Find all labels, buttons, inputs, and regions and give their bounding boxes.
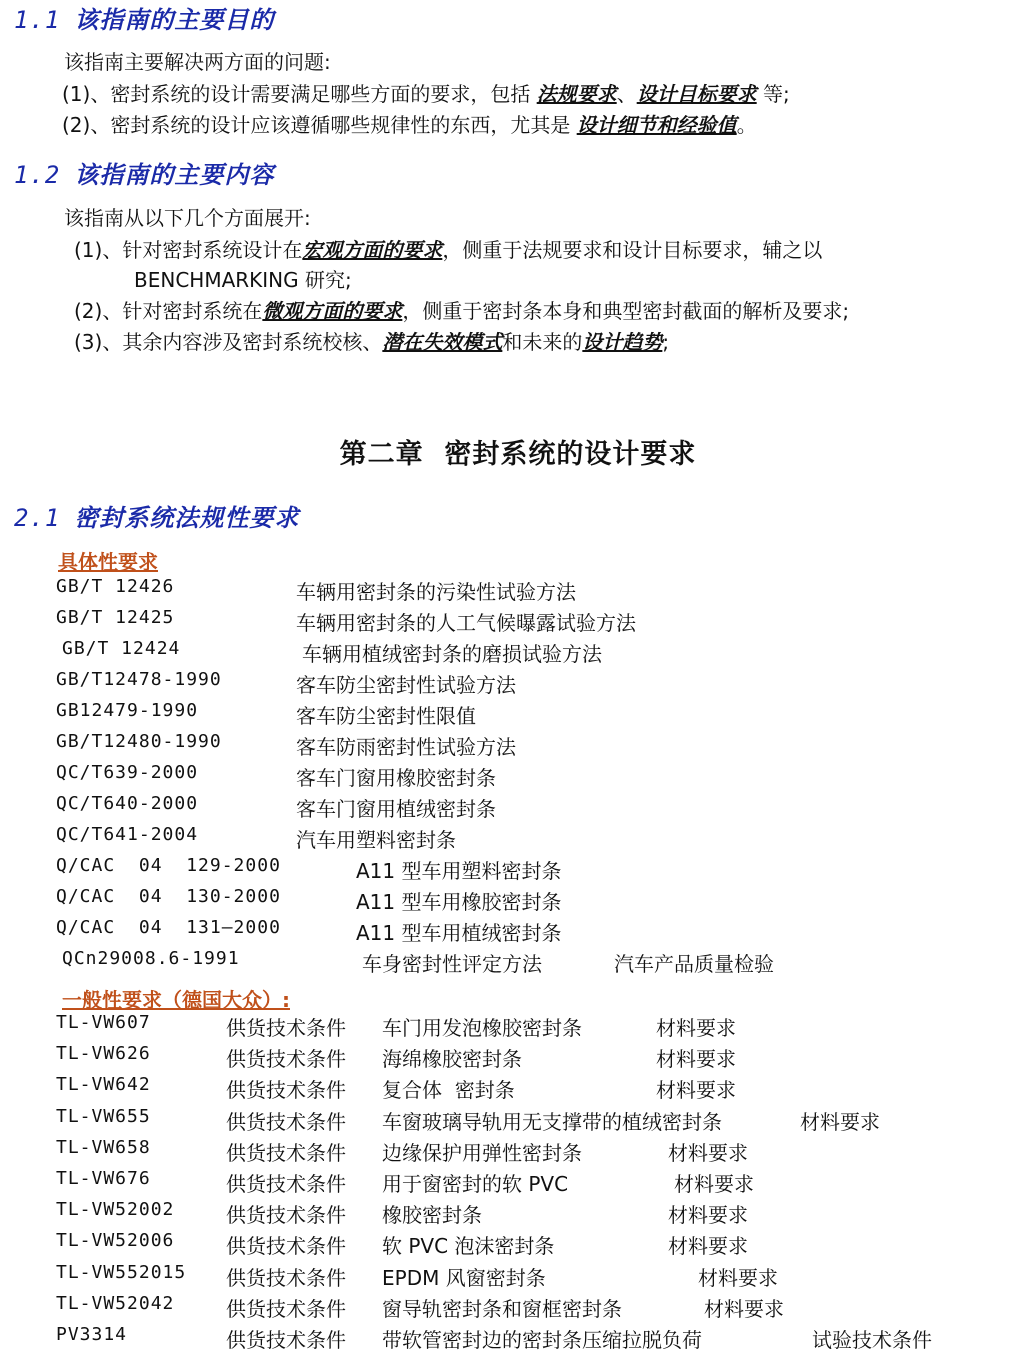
list-item	[62, 111, 757, 139]
standard-code: TL-VW607	[56, 1012, 151, 1033]
emphasis: 潜在失效模式	[382, 330, 503, 354]
table-row	[0, 1106, 1036, 1137]
requirement-type: 材料要求	[668, 1203, 748, 1228]
text: ，侧重于密封条本身和典型密封截面的解析及要求;	[402, 299, 850, 323]
standard-code: PV3314	[56, 1324, 128, 1345]
standard-code: Q/CAC 04 129-2000	[56, 855, 281, 876]
standard-code: TL-VW642	[56, 1074, 151, 1096]
requirement-type: 材料要求	[674, 1172, 754, 1196]
table-row	[0, 1230, 1036, 1261]
standard-title: 窗导轨密封条和窗框密封条	[382, 1296, 622, 1321]
standard-title: A11 型车用橡胶密封条	[356, 890, 562, 914]
emphasis: 设计目标要求	[636, 82, 757, 106]
standard-code: TL-VW52006	[56, 1230, 175, 1252]
standard-title: 复合体 密封条	[382, 1078, 515, 1103]
section-number: 1.2	[14, 161, 61, 189]
emphasis: 法规要求	[536, 82, 617, 106]
standard-title: 车辆用密封条的人工气候曝露试验方法	[296, 611, 636, 635]
standard-title: 边缘保护用弹性密封条	[382, 1140, 582, 1165]
table-row	[0, 824, 1036, 855]
paragraph-intro: 该指南从以下几个方面展开:	[64, 206, 311, 230]
requirement-type: 材料要求	[704, 1296, 784, 1321]
text: ，侧重于法规要求和设计目标要求，辅之以	[442, 238, 823, 262]
standard-title: 车身密封性评定方法	[362, 952, 542, 976]
standard-code: Q/CAC 04 130-2000	[56, 886, 281, 907]
supply-condition: 供货技术条件	[226, 1109, 346, 1134]
standard-title: A11 型车用植绒密封条	[356, 921, 562, 945]
text: (1)、针对密封系统设计在	[74, 238, 303, 262]
text: 、	[616, 82, 637, 106]
supply-condition: 供货技术条件	[226, 1296, 346, 1321]
paragraph-intro: 该指南主要解决两方面的问题:	[64, 50, 331, 74]
chapter-title	[0, 432, 1036, 471]
text: (3)、其余内容涉及密封系统校核、	[74, 330, 383, 354]
text: 。	[736, 113, 757, 137]
list-item	[74, 328, 669, 356]
section-title: 该指南的主要目的	[74, 6, 275, 34]
table-row	[0, 1137, 1036, 1168]
requirement-type: 材料要求	[800, 1109, 880, 1134]
standard-code: GB/T12480-1990	[56, 731, 222, 752]
standard-code: GB12479-1990	[56, 700, 199, 721]
standard-code: TL-VW52042	[56, 1292, 175, 1314]
supply-condition: 供货技术条件	[226, 1140, 346, 1165]
table-row	[0, 948, 1036, 979]
list-item	[74, 297, 849, 325]
supply-condition: 供货技术条件	[226, 1265, 346, 1290]
standard-code: TL-VW52002	[56, 1199, 175, 1221]
table-row	[0, 855, 1036, 886]
standard-title: 车辆用密封条的污染性试验方法	[296, 580, 576, 604]
table-row	[0, 700, 1036, 731]
standard-title: 汽车用塑料密封条	[296, 828, 456, 852]
requirement-type: 材料要求	[656, 1016, 736, 1040]
emphasis: 设计趋势	[582, 330, 663, 354]
emphasis: 宏观方面的要求	[302, 238, 443, 262]
standard-code: GB/T 12424	[62, 638, 181, 659]
standard-code: QCn29008.6-1991	[62, 948, 240, 969]
supply-condition: 供货技术条件	[226, 1328, 346, 1352]
table-row	[0, 731, 1036, 762]
standard-title: 客车门窗用植绒密封条	[296, 797, 496, 821]
section-heading-1-1	[14, 0, 274, 35]
table-row	[0, 1293, 1036, 1324]
standard-title: 软 PVC 泡沫密封条	[382, 1234, 555, 1259]
standard-title: 车门用发泡橡胶密封条	[382, 1016, 582, 1040]
requirement-type: 材料要求	[656, 1078, 736, 1103]
standard-title: 用于窗密封的软 PVC	[382, 1172, 569, 1196]
standard-category: 汽车产品质量检验	[614, 952, 774, 976]
table-row	[0, 1012, 1036, 1043]
standard-title: 橡胶密封条	[382, 1203, 482, 1228]
standard-title: A11 型车用塑料密封条	[356, 859, 562, 883]
text: 和未来的	[502, 330, 583, 354]
table-row	[0, 793, 1036, 824]
emphasis: 微观方面的要求	[262, 299, 403, 323]
supply-condition: 供货技术条件	[226, 1172, 346, 1196]
table-row	[0, 1262, 1036, 1293]
supply-condition: 供货技术条件	[226, 1234, 346, 1259]
standard-title: 客车门窗用橡胶密封条	[296, 766, 496, 790]
subheading-specific: 具体性要求	[58, 550, 158, 574]
table-row	[0, 917, 1036, 948]
supply-condition: 供货技术条件	[226, 1016, 346, 1040]
text: ;	[662, 330, 670, 354]
table-row	[0, 1074, 1036, 1105]
standard-title: EPDM 风窗密封条	[382, 1265, 546, 1290]
standard-code: TL-VW626	[56, 1043, 151, 1065]
standard-code: Q/CAC 04 131—2000	[56, 917, 281, 938]
table-row	[0, 607, 1036, 638]
emphasis: 设计细节和经验值	[576, 113, 737, 137]
standard-title: 海绵橡胶密封条	[382, 1047, 522, 1072]
section-title: 密封系统法规性要求	[74, 504, 300, 532]
standard-title: 客车防雨密封性试验方法	[296, 735, 516, 759]
chapter-name: 密封系统的设计要求	[444, 439, 697, 470]
text: 等;	[756, 82, 790, 106]
standard-title: 带软管密封边的密封条压缩拉脱负荷	[382, 1328, 702, 1352]
table-row	[0, 762, 1036, 793]
requirement-type: 试验技术条件	[812, 1328, 932, 1352]
subheading-general: 一般性要求（德国大众）:	[62, 988, 290, 1012]
standard-code: QC/T641-2004	[56, 824, 199, 845]
table-row	[0, 1324, 1036, 1355]
section-heading-1-2	[14, 155, 274, 190]
table-row	[0, 1168, 1036, 1199]
standard-title: 车窗玻璃导轨用无支撑带的植绒密封条	[382, 1109, 722, 1134]
supply-condition: 供货技术条件	[226, 1078, 346, 1103]
table-row	[0, 1199, 1036, 1230]
list-item	[62, 80, 790, 108]
standard-code: TL-VW676	[56, 1168, 151, 1189]
standard-title: 车辆用植绒密封条的磨损试验方法	[302, 642, 602, 666]
list-item	[74, 236, 822, 264]
text: (1)、密封系统的设计需要满足哪些方面的要求，包括	[62, 82, 537, 106]
chapter-number: 第二章	[339, 439, 424, 470]
standard-code: QC/T639-2000	[56, 762, 199, 783]
requirement-type: 材料要求	[668, 1140, 748, 1165]
table-row	[0, 1043, 1036, 1074]
standard-title: 客车防尘密封性限值	[296, 704, 476, 728]
table-row	[0, 669, 1036, 700]
standard-code: TL-VW552015	[56, 1261, 187, 1283]
requirement-type: 材料要求	[698, 1265, 778, 1290]
standard-code: TL-VW658	[56, 1136, 151, 1158]
supply-condition: 供货技术条件	[226, 1203, 346, 1228]
requirement-type: 材料要求	[656, 1047, 736, 1072]
list-item-continuation: BENCHMARKING 研究;	[134, 268, 352, 292]
table-row	[0, 576, 1036, 607]
table-row	[0, 638, 1036, 669]
standard-code: TL-VW655	[56, 1105, 151, 1127]
section-number: 1.1	[14, 6, 61, 34]
table-row	[0, 886, 1036, 917]
section-heading-2-1	[14, 498, 299, 533]
requirement-type: 材料要求	[668, 1234, 748, 1259]
standard-code: QC/T640-2000	[56, 793, 199, 814]
standard-code: GB/T 12425	[56, 607, 175, 628]
section-number: 2.1	[14, 504, 61, 532]
supply-condition: 供货技术条件	[226, 1047, 346, 1072]
section-title: 该指南的主要内容	[74, 161, 275, 189]
standard-title: 客车防尘密封性试验方法	[296, 673, 516, 697]
standard-code: GB/T12478-1990	[56, 669, 222, 690]
standard-code: GB/T 12426	[56, 576, 175, 597]
text: (2)、针对密封系统在	[74, 299, 263, 323]
text: (2)、密封系统的设计应该遵循哪些规律性的东西，尤其是	[62, 113, 577, 137]
